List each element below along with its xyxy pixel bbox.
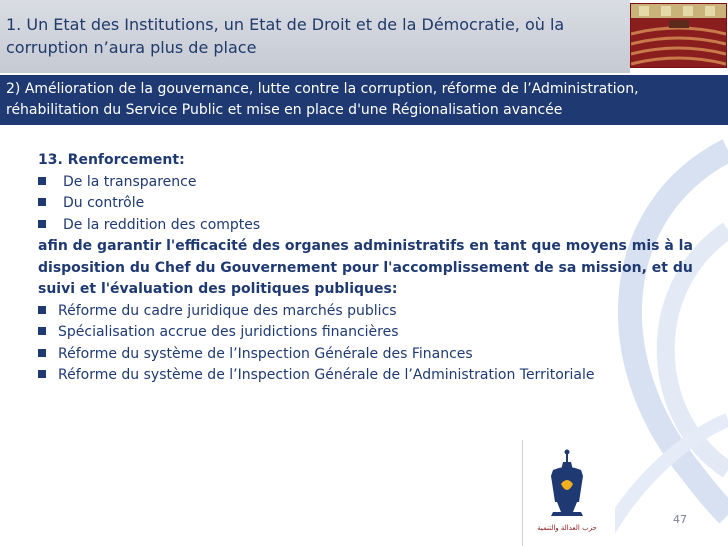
bullet-square-icon xyxy=(38,177,46,185)
list-item-text: Du contrôle xyxy=(63,195,145,211)
list-item xyxy=(38,172,698,194)
bullet-square-icon xyxy=(38,198,46,206)
list-item-text: Réforme du système de l’Inspection Générale de l’Administration Territoriale xyxy=(58,367,595,383)
list-item-text: De la transparence xyxy=(63,173,197,190)
slide-content xyxy=(38,150,698,387)
body-paragraph: afin de garantir l'efficacité des organes administratifs en tant que moyens mis à la disposition du Chef du Gouvernement pour l'accomplissement de sa mission, et du suivi et l'évaluation des politiques publiques: xyxy=(38,238,693,297)
party-logo xyxy=(522,440,615,546)
list-item-text: Réforme du système de l’Inspection Générale des Finances xyxy=(58,345,473,362)
page-title: 1. Un Etat des Institutions, un Etat de Droit et de la Démocratie, où la corruption n’aura plus de place xyxy=(6,15,565,57)
list-item xyxy=(38,193,698,215)
list-item xyxy=(38,322,698,344)
subheader-bar xyxy=(0,75,728,125)
title-bar xyxy=(0,0,630,75)
bullet-square-icon xyxy=(38,220,46,228)
list-item xyxy=(38,301,698,323)
list-item-text: Réforme du cadre juridique des marchés publics xyxy=(58,302,397,319)
bullet-square-icon xyxy=(38,349,46,357)
parliament-photo xyxy=(630,3,727,68)
subheader-text: 2) Amélioration de la gouvernance, lutte contre la corruption, réforme de l’Administration, réhabilitation du Service Public et mise en place d'une Régionalisation avancée xyxy=(6,81,639,118)
page-number: 47 xyxy=(673,513,687,526)
list-item xyxy=(38,215,698,237)
bullet-square-icon xyxy=(38,370,46,378)
logo-text: حزب العدالة والتنمية xyxy=(537,524,597,532)
list-item xyxy=(38,344,698,366)
bullet-square-icon xyxy=(38,327,46,335)
section-heading: 13. Renforcement: xyxy=(38,152,185,168)
list-item xyxy=(38,365,698,387)
lamp-icon xyxy=(523,440,615,546)
list-item-text: Spécialisation accrue des juridictions financières xyxy=(58,324,399,340)
bullet-square-icon xyxy=(38,306,46,314)
list-item-text: De la reddition des comptes xyxy=(63,216,261,233)
